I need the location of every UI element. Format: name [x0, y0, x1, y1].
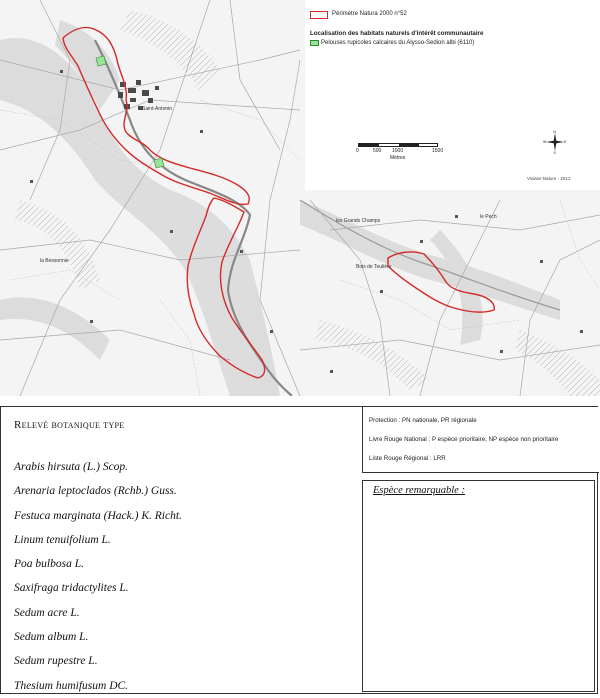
releve-section: [0, 406, 598, 694]
perimeter-swatch: [310, 11, 328, 19]
scale-unit: Mètres: [390, 155, 406, 161]
species-item: Arabis hirsuta (L.) Scop.: [14, 461, 129, 473]
scale-tick-1500: 1500: [432, 148, 444, 154]
place-label-teuliere: Bois de Teulière: [356, 264, 392, 270]
habitat-legend-label: Pelouses rupicoles calcaires du Alysso-Sedion albi (6110): [321, 40, 475, 46]
scale-tick-1000: 1000: [392, 148, 404, 154]
place-label-saint-antonin: Saint-Antonin: [142, 106, 173, 112]
scale-tick-0: 0: [356, 148, 359, 154]
species-item: Linum tenuifolium L.: [14, 533, 111, 546]
species-item: Festuca marginata (Hack.) K. Richt.: [14, 509, 182, 522]
species-item: Thesium humifusum DC.: [14, 679, 129, 692]
remarkable-species-label: Espèce remarquable :: [373, 485, 465, 496]
scale-bar: [358, 143, 438, 147]
compass-e: E: [564, 140, 567, 144]
species-item: Sedum album L.: [14, 631, 89, 644]
compass-w: W: [543, 140, 547, 144]
map-legend: [305, 0, 600, 190]
compass-n: N: [553, 130, 556, 134]
species-item: Saxifraga tridactylites L.: [14, 582, 129, 595]
livre-rouge-line: Livre Rouge National : P espèce prioritaire, NP espèce non prioritaire: [369, 436, 559, 443]
place-label-bessonnie: la Bessonnie: [40, 258, 69, 264]
habitat-swatch: [310, 40, 319, 46]
map-credit: Viviane Nature - 2012: [527, 176, 571, 181]
species-item: Sedum acre L.: [14, 606, 80, 619]
remarkable-species-box: [362, 480, 595, 692]
compass-rose-icon: [543, 130, 567, 154]
place-label-pech: le Pech: [480, 214, 497, 220]
releve-title: Relevé botanique type: [14, 419, 125, 431]
scale-tick-500: 500: [373, 148, 382, 154]
species-item: Poa bulbosa L.: [14, 558, 84, 571]
species-list: [14, 455, 182, 698]
status-legend-box: [362, 407, 599, 473]
species-item: Arenaria leptoclados (Rchb.) Guss.: [14, 485, 177, 498]
liste-rouge-line: Liste Rouge Régional : LRR: [369, 455, 446, 462]
compass-s: S: [553, 151, 556, 154]
place-label-grands-champs: les Grands Champs: [336, 218, 381, 224]
perimeter-legend-label: Périmètre Natura 2000 n°52: [332, 11, 407, 17]
protection-line: Protection : PN nationale, PR régionale: [369, 417, 477, 424]
legend-title: Localisation des habitats naturels d'intérêt communautaire: [310, 30, 484, 37]
species-item: Sedum rupestre L.: [14, 655, 98, 668]
